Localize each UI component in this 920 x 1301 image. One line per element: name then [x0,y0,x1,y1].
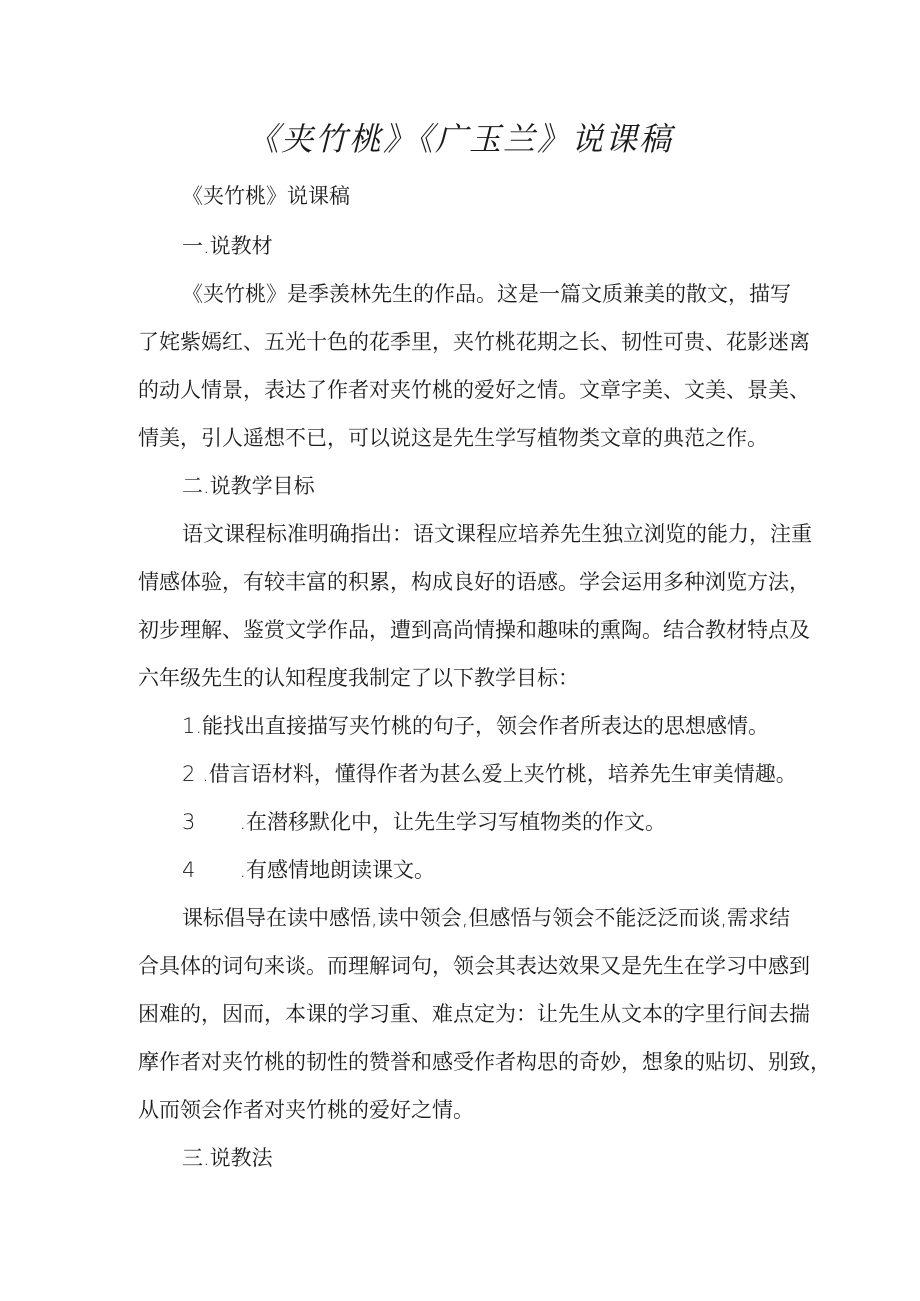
goal-text: .有感情地朗读课文。 [239,858,436,882]
paragraph-line: 初步理解、鉴赏文学作品，遭到高尚情操和趣味的熏陶。结合教材特点及 [138,618,810,642]
goal-item-2 [182,758,797,788]
paragraph-line: 困难的，因而，本课的学习重、难点定为：让先生从文本的字里行间去揣 [138,1002,810,1026]
section-heading-teaching-goals: 二.说教学目标 [182,474,315,498]
paragraph-line: 六年级先生的认知程度我制定了以下教学目标： [138,666,579,690]
page-title: 《夹竹桃》《广玉兰》说课稿 [246,120,673,158]
goal-item-3 [182,806,666,836]
goal-number: 2 [182,762,196,786]
paragraph-line: 《夹竹桃》是季羡林先生的作品。这是一篇文质兼美的散文，描写 [182,282,791,306]
goal-item-1: 1.能找出直接描写夹竹桃的句子，领会作者所表达的思想感情。 [182,714,770,738]
goal-text: .借言语材料，懂得作者为甚么爱上夹竹桃，培养先生审美情趣。 [202,762,797,786]
paragraph-line: 语文课程标准明确指出：语文课程应培养先生独立浏览的能力，注重 [182,522,812,546]
paragraph-line: 情美，引人遥想不已，可以说这是先生学写植物类文章的典范之作。 [138,426,768,450]
paragraph-line: 摩作者对夹竹桃的韧性的赞誉和感受作者构思的奇妙，想象的贴切、别致， [138,1050,831,1074]
goal-text: .在潜移默化中，让先生学习写植物类的作文。 [239,810,667,834]
paragraph-line: 合具体的词句来谈。而理解词句，领会其表达效果又是先生在学习中感到 [138,954,810,978]
paragraph-line: 课标倡导在读中感悟,读中领会,但感悟与领会不能泛泛而谈,需求结 [182,906,791,930]
document-subtitle: 《夹竹桃》说课稿 [182,184,350,208]
paragraph-line: 的动人情景，表达了作者对夹竹桃的爱好之情。文章字美、文美、景美、 [138,378,810,402]
paragraph-line: 了姹紫嫣红、五光十色的花季里，夹竹桃花期之长、韧性可贵、花影迷离 [138,330,810,354]
goal-number: 3 [182,810,196,834]
paragraph-line: 情感体验，有较丰富的积累，构成良好的语感。学会运用多种浏览方法， [138,570,810,594]
goal-item-4 [182,854,435,884]
section-heading-teaching-material: 一.说教材 [182,234,273,258]
paragraph-line: 从而领会作者对夹竹桃的爱好之情。 [138,1098,474,1122]
goal-number: 4 [182,858,196,882]
section-heading-teaching-method: 三.说教法 [182,1146,273,1170]
